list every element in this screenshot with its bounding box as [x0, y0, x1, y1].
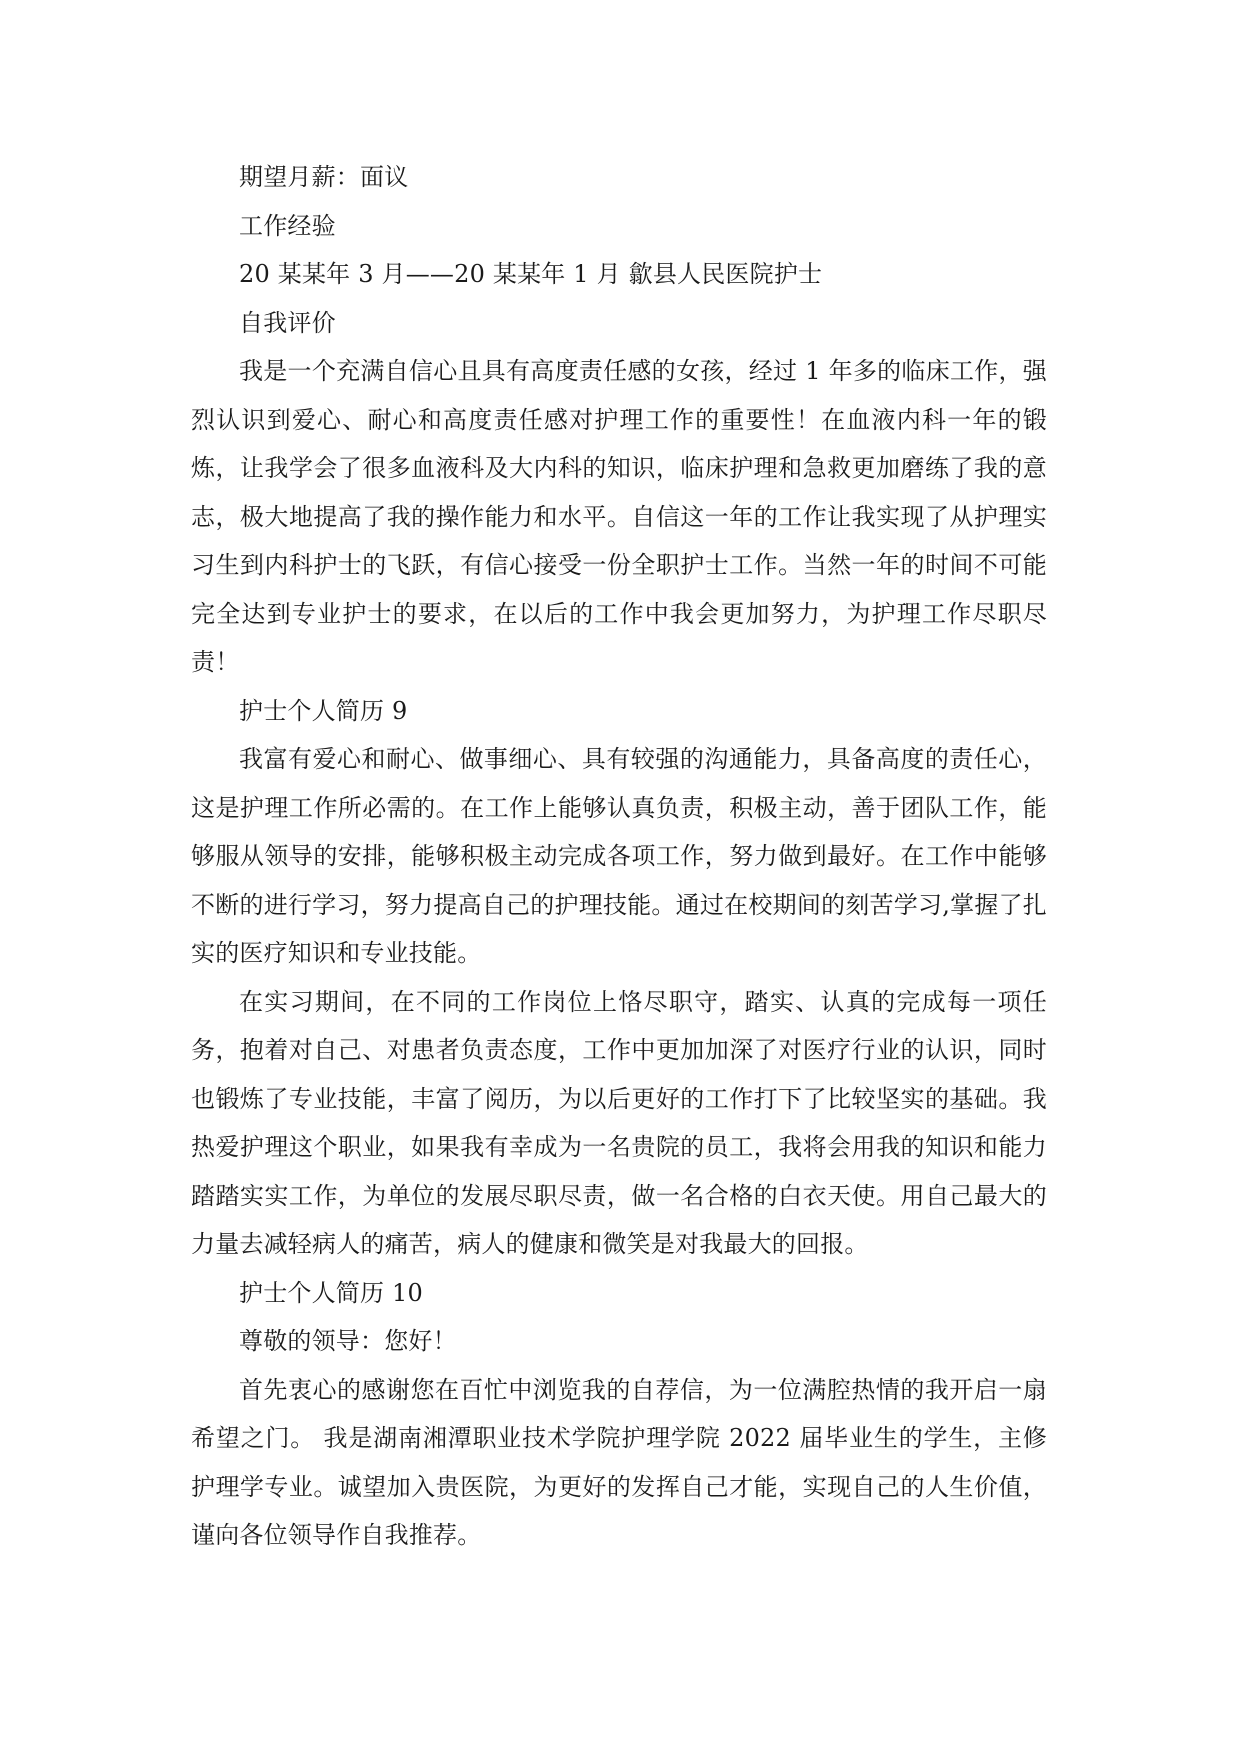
self-evaluation-paragraph: 我是一个充满自信心且具有高度责任感的女孩，经过 1 年多的临床工作，强烈认识到爱心、耐心和高度责任感对护理工作的重要性！在血液内科一年的锻炼，让我学会了很多血液科及大内科的知识，临床护理和急救更加磨练了我的意志，极大地提高了我的操作能力和水平。自信这一年的工作让我实现了从护理实习生到内科护士的飞跃，有信心接受一份全职护士工作。当然一年的时间不可能完全达到专业护士的要求，在以后的工作中我会更加努力，为护理工作尽职尽责！ [191, 357, 1047, 676]
work-experience-entry: 20 某某年 3 月——20 某某年 1 月 歙县人民医院护士 [239, 260, 823, 288]
resume-9-paragraph-2: 在实习期间，在不同的工作岗位上恪尽职守，踏实、认真的完成每一项任务，抱着对自己、对患者负责态度，工作中更加加深了对医疗行业的认识，同时也锻炼了专业技能，丰富了阅历，为以后更好的工作打下了比较坚实的基础。我热爱护理这个职业，如果我有幸成为一名贵院的员工，我将会用我的知识和能力踏踏实实工作，为单位的发展尽职尽责，做一名合格的白衣天使。用自己最大的力量去减轻病人的痛苦，病人的健康和微笑是对我最大的回报。 [191, 987, 1047, 1258]
resume-9-paragraph-1: 我富有爱心和耐心、做事细心、具有较强的沟通能力，具备高度的责任心，这是护理工作所必需的。在工作上能够认真负责，积极主动，善于团队工作，能够服从领导的安排，能够积极主动完成各项工作，努力做到最好。在工作中能够不断的进行学习，努力提高自己的护理技能。通过在校期间的刻苦学习,掌握了扎实的医疗知识和专业技能。 [191, 745, 1047, 967]
resume-9-title: 护士个人简历 9 [239, 696, 408, 725]
resume-10-paragraph: 首先衷心的感谢您在百忙中浏览我的自荐信，为一位满腔热情的我开启一扇希望之门。 我是湖南湘潭职业技术学院护理学院 2022 届毕业生的学生，主修护理学专业。诚望加入贵医院，为更好的发挥自己才能，实现自己的人生价值，谨向各位领导作自我推荐。 [191, 1375, 1047, 1549]
resume-10-title: 护士个人简历 10 [239, 1278, 423, 1307]
resume-10-greeting: 尊敬的领导：您好！ [239, 1327, 457, 1355]
self-evaluation-heading: 自我评价 [239, 308, 336, 337]
expected-salary: 期望月薪：面议 [239, 163, 409, 191]
work-experience-heading: 工作经验 [239, 211, 336, 240]
document-body [191, 153, 1047, 1560]
